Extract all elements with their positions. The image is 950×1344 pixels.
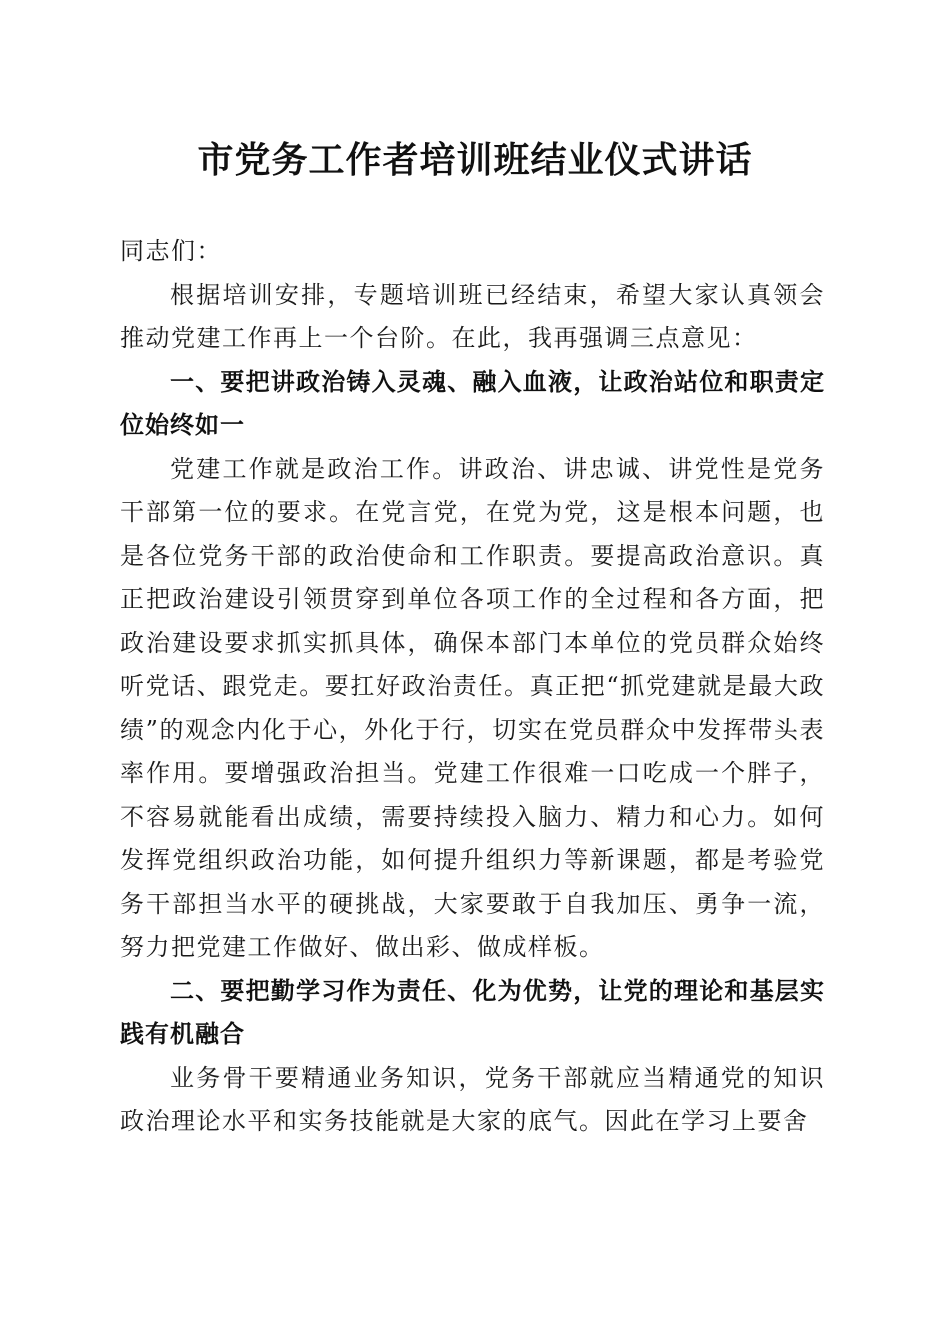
section-1-paragraph: 党建工作就是政治工作。讲政治、讲忠诚、讲党性是党务干部第一位的要求。在党言党，在党为党，这是根本问题，也是各位党务干部的政治使命和工作职责。要提高政治意识。真正把政治建设引领贯穿到单位各项工作的全过程和各方面，把政治建设要求抓实抓具体，确保本部门本单位的党员群众始终听党话、跟党走。要扛好政治责任。真正把“抓党建就是最大政绩”的观念内化于心，外化于行，切实在党员群众中发挥带头表率作用。要增强政治担当。党建工作很难一口吃成一个胖子，不容易就能看出成绩，需要持续投入脑力、精力和心力。如何发挥党组织政治功能，如何提升组织力等新课题，都是考验党务干部担当水平的硬挑战，大家要敢于自我加压、勇争一流，努力把党建工作做好、做出彩、做成样板。 — [120, 454, 825, 961]
salutation: 同志们： — [120, 237, 222, 265]
section-2-heading: 二、要把勤学习作为责任、化为优势，让党的理论和基层实践有机融合 — [120, 976, 825, 1048]
section-1-heading: 一、要把讲政治铸入灵魂、融入血液，让政治站位和职责定位始终如一 — [120, 367, 825, 439]
intro-paragraph: 根据培训安排，专题培训班已经结束，希望大家认真领会推动党建工作再上一个台阶。在此，我再强调三点意见： — [120, 280, 825, 352]
section-2-paragraph: 业务骨干要精通业务知识，党务干部就应当精通党的知识政治理论水平和实务技能就是大家的底气。因此在学习上要舍 — [120, 1063, 825, 1135]
document-body — [120, 230, 825, 1144]
document-title: 市党务工作者培训班结业仪式讲话 — [197, 139, 753, 181]
